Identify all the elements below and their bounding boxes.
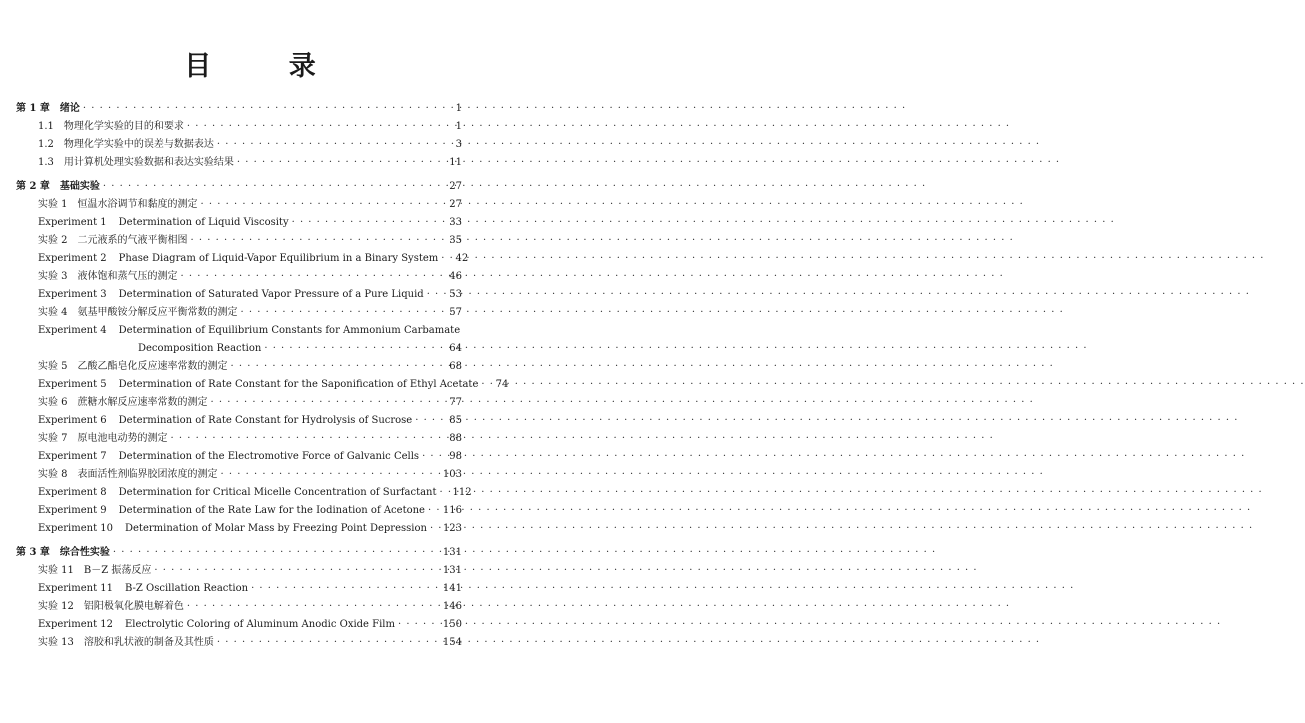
table-of-contents [16,103,509,655]
toc-entry [16,451,462,469]
toc-entry-number: 实验 13 [38,637,74,648]
toc-entry-page: 1 [455,121,462,132]
toc-entry-number: 第 1 章 [16,103,50,114]
toc-entry [16,361,462,379]
toc-entry [16,565,462,583]
toc-entry [16,235,462,253]
dot-leader [191,235,445,247]
toc-entry [16,505,462,523]
toc-entry-page: 68 [449,361,462,372]
toc-entry-number: Experiment 3 [38,289,107,300]
toc-entry-title: 铝阳极氧化膜电解着色 [83,601,184,612]
dot-leader [113,547,440,559]
dot-leader [292,217,445,229]
toc-entry-page: 27 [449,199,462,210]
dot-leader [211,397,445,409]
toc-entry-title: Electrolytic Coloring of Aluminum Anodic Oxide Film [125,619,395,630]
toc-entry-page: 85 [449,415,462,426]
dot-leader [241,307,445,319]
dot-leader [83,103,445,115]
toc-entry-page: 146 [442,601,462,612]
toc-entry [16,139,462,157]
toc-entry-title: 溶胶和乳状液的制备及其性质 [83,637,214,648]
toc-entry-page: 88 [449,433,462,444]
toc-entry-title: 基础实验 [59,181,100,192]
toc-entry-number: Experiment 8 [38,487,107,498]
dot-leader [427,289,445,301]
toc-entry-title: 蔗糖水解反应速率常数的测定 [77,397,208,408]
toc-entry-number: 实验 4 [38,307,68,318]
toc-entry-number: 实验 2 [38,235,68,246]
toc-entry-page: 42 [455,253,469,264]
toc-entry-title-continued: Decomposition Reaction [138,343,262,354]
toc-entry-page: 64 [449,343,462,354]
toc-entry-page: 154 [442,637,462,648]
toc-entry-page: 46 [449,271,462,282]
toc-entry-title: Determination of Saturated Vapor Pressure of a Pure Liquid [118,289,424,300]
toc-entry [16,379,509,397]
dot-leader [181,271,445,283]
dot-leader [187,121,445,133]
toc-entry [16,547,462,565]
toc-entry-title: Phase Diagram of Liquid-Vapor Equilibrium in a Binary System [118,253,439,264]
toc-entry-page: 11 [449,157,462,168]
dot-leader [422,451,445,463]
toc-entry-page: 77 [449,397,462,408]
dot-leader [430,523,440,535]
toc-entry [16,469,462,487]
dot-leader [187,601,440,613]
toc-entry-number: Experiment 7 [38,451,107,462]
toc-entry-title: B－Z 振荡反应 [83,565,152,576]
toc-entry-page: 123 [442,523,463,534]
toc-entry-page: 53 [449,289,462,300]
toc-entry [16,271,462,289]
toc-entry [16,199,462,217]
dot-leader [398,619,440,631]
toc-entry-number: Experiment 4 [38,325,107,336]
toc-entry-number: 实验 6 [38,397,68,408]
dot-leader [217,637,440,649]
toc-entry-title: 绪论 [59,103,80,114]
toc-entry [16,253,469,271]
toc-entry [16,103,462,121]
toc-entry-title: 原电池电动势的测定 [77,433,168,444]
dot-leader [264,343,445,355]
toc-entry-title: 物理化学实验中的误差与数据表达 [63,139,214,150]
toc-entry-number: 1.3 [38,157,54,168]
dot-leader [154,565,440,577]
dot-leader [415,415,445,427]
toc-entry-title: Determination of Liquid Viscosity [118,217,289,228]
toc-entry-title: B-Z Oscillation Reaction [125,583,249,594]
toc-entry-number: Experiment 10 [38,523,113,534]
dot-leader [237,157,445,169]
toc-entry-page: 1 [455,103,462,114]
toc-entry-title: 乙酸乙酯皂化反应速率常数的测定 [77,361,228,372]
toc-entry [16,523,462,541]
toc-entry [16,487,472,505]
page-title: 目 录 [184,51,350,82]
toc-entry-number: Experiment 12 [38,619,113,630]
toc-entry-title: 恒温水浴调节和黏度的测定 [77,199,198,210]
toc-entry-page: 35 [449,235,462,246]
dot-leader [231,361,445,373]
toc-entry-number: Experiment 6 [38,415,107,426]
toc-entry-page: 74 [495,379,509,390]
toc-entry-number: 实验 5 [38,361,68,372]
toc-entry-page: 112 [452,487,472,498]
toc-entry-number: 实验 7 [38,433,68,444]
dot-leader [201,199,445,211]
toc-entry-number: Experiment 2 [38,253,107,264]
toc-entry-number: 1.2 [38,139,54,150]
toc-entry [16,601,462,619]
toc-entry-title: Determination of Equilibrium Constants for Ammonium Carbamate [118,325,461,336]
toc-entry [16,397,462,415]
dot-leader [171,433,445,445]
toc-entry-page: 131 [442,565,462,576]
toc-entry-title: 综合性实验 [59,547,110,558]
toc-entry-title: Determination of Molar Mass by Freezing Point Depression [125,523,427,534]
toc-entry-number: 实验 11 [38,565,74,576]
toc-entry-page: 57 [449,307,462,318]
toc-entry-number: 实验 12 [38,601,74,612]
toc-entry-title: 用计算机处理实验数据和表达实验结果 [63,157,234,168]
toc-entry [16,307,462,325]
toc-entry-title: Determination for Critical Micelle Concentration of Surfactant [118,487,437,498]
toc-entry-title: 物理化学实验的目的和要求 [63,121,184,132]
toc-entry-page: 103 [442,469,462,480]
toc-entry [16,637,462,655]
toc-entry-page: 141 [442,583,462,594]
toc-entry-title: Determination of Rate Constant for the Saponification of Ethyl Acetate [118,379,479,390]
toc-entry-page: 116 [442,505,462,516]
toc-entry-number: 第 2 章 [16,181,50,192]
dot-leader [103,181,445,193]
toc-entry-page: 131 [442,547,462,558]
toc-entry-title: Determination of the Rate Law for the Iodination of Acetone [118,505,425,516]
toc-entry [16,289,462,307]
toc-entry-page: 27 [449,181,462,192]
toc-entry-title: 氨基甲酸铵分解反应平衡常数的测定 [77,307,238,318]
toc-entry [16,157,462,175]
toc-entry [16,415,462,433]
toc-entry [16,325,462,361]
toc-entry-number: Experiment 5 [38,379,107,390]
toc-entry-number: 实验 3 [38,271,68,282]
dot-leader [428,505,440,517]
toc-entry-number: 1.1 [38,121,54,132]
toc-entry [16,181,462,199]
dot-leader [221,469,440,481]
toc-entry [16,433,462,451]
toc-entry-number: Experiment 1 [38,217,107,228]
toc-entry-number: 实验 1 [38,199,68,210]
toc-entry-title: Determination of the Electromotive Force of Galvanic Cells [118,451,420,462]
dot-leader [481,379,491,391]
toc-entry-number: Experiment 11 [38,583,113,594]
toc-entry-page: 98 [449,451,462,462]
toc-entry-page: 150 [442,619,462,630]
toc-entry [16,217,462,235]
dot-leader [251,583,440,595]
toc-entry-number: 第 3 章 [16,547,50,558]
toc-entry-title: 液体饱和蒸气压的测定 [77,271,178,282]
dot-leader [440,487,450,499]
toc-entry-number: 实验 8 [38,469,68,480]
toc-entry [16,121,462,139]
dot-leader [441,253,451,265]
toc-entry-number: Experiment 9 [38,505,107,516]
toc-entry [16,583,462,601]
toc-entry-title: 表面活性剂临界胶团浓度的测定 [77,469,218,480]
toc-entry-title: Determination of Rate Constant for Hydrolysis of Sucrose [118,415,413,426]
toc-entry-page: 33 [449,217,462,228]
toc-entry-page: 3 [455,139,462,150]
toc-entry-title: 二元液系的气液平衡相图 [77,235,188,246]
toc-entry [16,619,462,637]
dot-leader [217,139,445,151]
